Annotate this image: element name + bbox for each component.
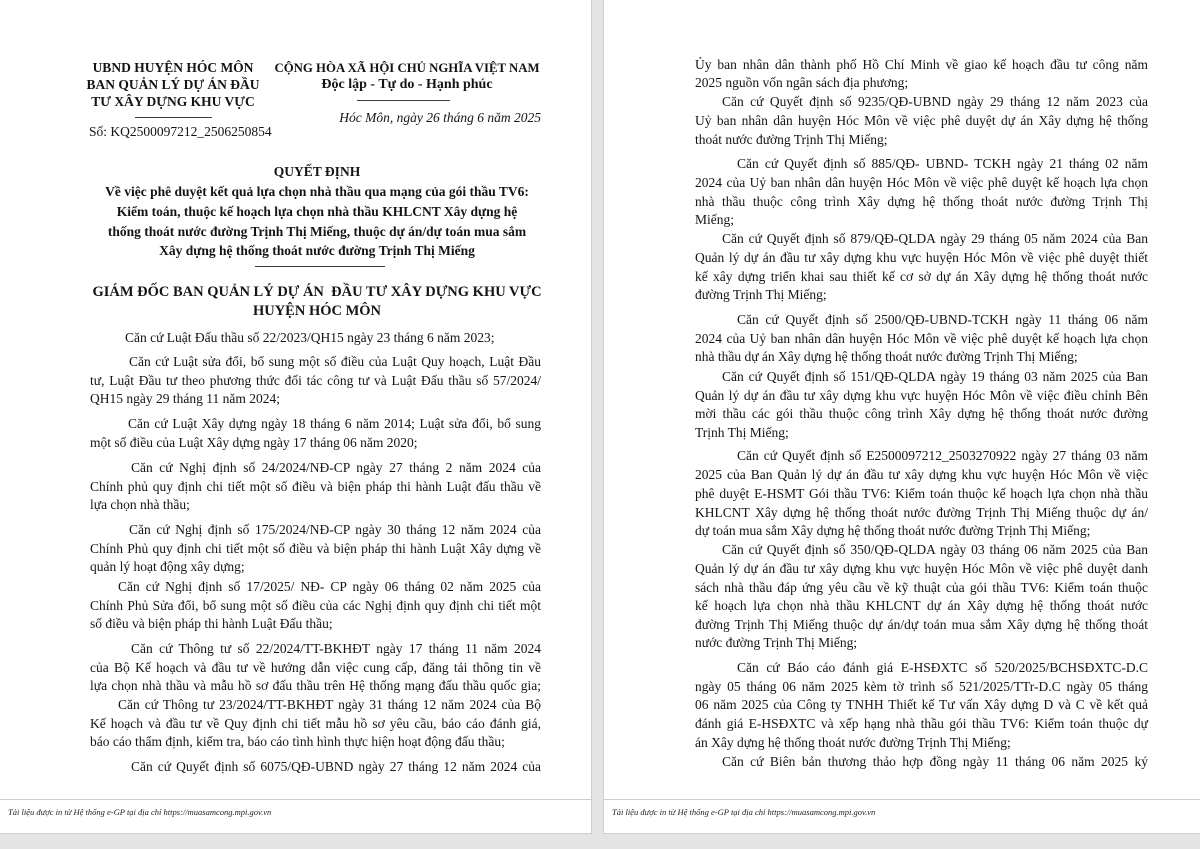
body-line: Căn cứ Biên bản thương thảo hợp đồng ngày 11 tháng 06 năm 2025 ký — [722, 754, 1148, 769]
body-line: tư, Luật Đầu tư theo phương thức đối tác công tư và Luật Đấu thầu số 57/2024/ — [90, 373, 541, 388]
body-line: Căn cứ Quyết định số E2500097212_2503270922 ngày 27 tháng 03 năm — [737, 448, 1148, 463]
body-line: Căn cứ Nghị định số 175/2024/NĐ-CP ngày 30 tháng 12 năm 2024 của — [129, 522, 541, 537]
page-1 — [0, 0, 591, 833]
body-line: KHLCNT Xây dựng hệ thống thoát nước đường Trịnh Thị Miếng thuộc dự án/ — [695, 505, 1148, 520]
body-line: nước đường Trịnh Thị Miếng; — [695, 635, 858, 650]
decision-subject-line: Về việc phê duyệt kết quả lựa chọn nhà thầu qua mạng của gói thầu TV6: — [105, 184, 529, 199]
page-2 — [604, 0, 1200, 833]
body-line: Trịnh Thị Miếng; — [695, 425, 789, 440]
body-line: 2025 của Ban Quản lý dự án đầu tư xây dựng khu vực huyện Hóc Môn về việc — [695, 467, 1148, 482]
body-line: của Bộ Kế hoạch và đầu tư về hướng dẫn việc cung cấp, đăng tải thông tin về — [90, 660, 541, 675]
decision-title: QUYẾT ĐỊNH — [273, 164, 361, 179]
body-line: Quản lý dự án đầu tư xây dựng khu vực huyện Hóc Môn về việc phê duyệt danh — [695, 561, 1148, 576]
body-line: Căn cứ Nghị định số 24/2024/NĐ-CP ngày 27 tháng 2 năm 2024 của — [131, 460, 541, 475]
place-date: Hóc Môn, ngày 26 tháng 6 năm 2025 — [339, 110, 541, 125]
body-line: đường Trịnh Thị Miếng thuộc dự án/dự toán mua sắm Xây dựng hệ thống thoát — [695, 617, 1148, 632]
body-line: Căn cứ Quyết định số 9235/QĐ-UBND ngày 29 tháng 12 năm 2023 của — [722, 94, 1148, 109]
body-line: Căn cứ Quyết định số 2500/QĐ-UBND-TCKH ngày 11 tháng 06 năm — [737, 312, 1148, 327]
body-line: kế hoạch lựa chọn nhà thầu KHLCNT dự án Xây dựng hệ thống thoát nước — [695, 598, 1148, 613]
body-line: Chính Phủ quy định chi tiết một số điều và biện pháp thi hành Luật Xây dựng về — [90, 541, 541, 556]
body-line: Căn cứ Thông tư 23/2024/TT-BKHĐT ngày 31 tháng 12 năm 2024 của Bộ — [118, 697, 541, 712]
body-line: sách nhà thầu đáp ứng yêu cầu về kỹ thuật của gói thầu TV6: Kiểm toán thuộc — [695, 580, 1148, 595]
body-line: đánh giá E-HSĐXTC và xếp hạng nhà thầu gói thầu TV6: Kiểm toán thuộc dự — [695, 716, 1148, 731]
body-line: Chính phủ quy định chi tiết một số điều và biện pháp thi hành Luật đấu thầu về — [90, 479, 541, 494]
body-line: 2024 của Uỷ ban nhân dân huyện Hóc Môn về việc phê duyệt kế hoạch lựa chọn — [695, 331, 1148, 346]
decision-subject-line: Kiểm toán, thuộc kế hoạch lựa chọn nhà thầu KHLCNT Xây dựng hệ — [116, 204, 518, 219]
body-line: kế xây dựng triển khai sau thiết kế cơ sở dự án Xây dựng hệ thống thoát nước — [695, 269, 1148, 284]
body-line: Chính Phủ Sửa đổi, bổ sung một số điều của các Nghị định quy định chi tiết một — [90, 598, 541, 613]
body-line: Căn cứ Quyết định số 6075/QĐ-UBND ngày 27 tháng 12 năm 2024 của — [131, 759, 541, 774]
body-line: QH15 ngày 29 tháng 11 năm 2024; — [90, 391, 280, 406]
body-line: Căn cứ Nghị định số 17/2025/ NĐ- CP ngày 06 tháng 02 năm 2025 của — [118, 579, 541, 594]
document-number: Số: KQ2500097212_2506250854 — [89, 124, 272, 139]
print-note-footer: Tài liệu được in từ Hệ thống e-GP tại địa chỉ https://muasamcong.mpi.gov.vn — [8, 807, 272, 817]
body-line: Quản lý dự án đầu tư xây dựng khu vực huyện Hóc Môn về việc điều chỉnh Bên — [695, 388, 1148, 403]
body-line: Căn cứ Quyết định số 151/QĐ-QLDA ngày 19 tháng 03 năm 2025 của Ban — [722, 369, 1148, 384]
body-line: số điều và biện pháp thi hành Luật Đấu thầu; — [90, 616, 333, 631]
body-line: Căn cứ Báo cáo đánh giá E-HSĐXTC số 520/2025/BCHSĐXTC-D.C — [737, 660, 1148, 675]
body-line: lựa chọn nhà thầu và mẫu hồ sơ đấu thầu trên Hệ thống mạng đấu thầu quốc gia; — [90, 678, 541, 693]
body-line: lựa chọn nhà thầu; — [90, 497, 190, 512]
agency-name-line: TƯ XÂY DỰNG KHU VỰC — [91, 94, 255, 109]
body-line: 2025 nguồn vốn ngân sách địa phương; — [695, 75, 909, 90]
body-line: Căn cứ Quyết định số 350/QĐ-QLDA ngày 03 tháng 06 năm 2025 của Ban — [722, 542, 1148, 557]
agency-underline — [135, 117, 212, 118]
body-line: thoát nước đường Trịnh Thị Miếng; — [695, 132, 888, 147]
body-line: Căn cứ Luật Xây dựng ngày 18 tháng 6 năm 2014; Luật sửa đổi, bổ sung — [128, 416, 541, 431]
motto: Độc lập - Tự do - Hạnh phúc — [321, 77, 493, 92]
body-line: ngày 05 tháng 06 năm 2025 kèm tờ trình số 521/2025/TTr-D.C ngày 05 tháng — [695, 679, 1148, 694]
body-line: 06 năm 2025 của Công ty TNHH Thiết kế Tư vấn Xây dựng D và C về kết quả — [695, 697, 1148, 712]
body-line: Căn cứ Quyết định số 879/QĐ-QLDA ngày 29 tháng 05 năm 2024 của Ban — [722, 231, 1148, 246]
body-line: quản lý hoạt động xây dựng; — [90, 559, 245, 574]
footer-separator — [0, 799, 591, 800]
agency-name-line: BAN QUẢN LÝ DỰ ÁN ĐẦU — [86, 77, 260, 92]
body-line: một số điều của Luật Xây dựng ngày 17 tháng 06 năm 2020; — [90, 435, 418, 450]
body-line: nhà thầu dự án Xây dựng hệ thống thoát nước đường Trịnh Thị Miếng; — [695, 349, 1078, 364]
agency-name-line: UBND HUYỆN HÓC MÔN — [92, 60, 254, 75]
body-line: Ủy ban nhân dân thành phố Hồ Chí Minh về giao kế hoạch đầu tư công năm — [695, 57, 1148, 72]
national-title: CỘNG HÒA XÃ HỘI CHỦ NGHĨA VIỆT NAM — [274, 61, 540, 75]
title-underline — [255, 266, 385, 267]
body-line: Căn cứ Luật sửa đổi, bổ sung một số điều của Luật Quy hoạch, Luật Đầu — [129, 354, 541, 369]
body-line: Miếng; — [695, 212, 734, 227]
decision-subject-line: thống thoát nước đường Trịnh Thị Miếng, thuộc dự án/dự toán mua sắm — [107, 224, 527, 239]
body-line: Căn cứ Thông tư số 22/2024/TT-BKHĐT ngày 17 tháng 11 năm 2024 — [131, 641, 541, 656]
issuing-authority-line: GIÁM ĐỐC BAN QUẢN LÝ DỰ ÁN ĐẦU TƯ XÂY DỰNG KHU VỰC — [92, 284, 542, 300]
issuing-authority-line: HUYỆN HÓC MÔN — [252, 303, 382, 319]
body-line: dự toán mua sắm Xây dựng hệ thống thoát nước đường Trịnh Thị Miếng; — [695, 523, 1091, 538]
decision-subject-line: Xây dựng hệ thống thoát nước đường Trịnh Thị Miếng — [159, 243, 475, 258]
body-line: án Xây dựng hệ thống thoát nước đường Trịnh Thị Miếng; — [695, 735, 1011, 750]
body-line: 2024 của Uỷ ban nhân dân huyện Hóc Môn về việc phê duyệt kế hoạch lựa chọn — [695, 175, 1148, 190]
footer-separator — [604, 799, 1200, 800]
motto-underline — [357, 100, 450, 101]
body-line: mời thầu các gói thầu thuộc công trình Xây dựng hệ thống thoát nước đường — [695, 406, 1148, 421]
body-line: Kế hoạch và đầu tư về Quy định chi tiết mẫu hồ sơ yêu cầu, báo cáo đánh giá, — [90, 716, 541, 731]
body-line: Uỷ ban nhân dân huyện Hóc Môn về việc phê duyệt dự án Xây dựng hệ thống — [695, 113, 1148, 128]
body-line: Căn cứ Luật Đấu thầu số 22/2023/QH15 ngày 23 tháng 6 năm 2023; — [125, 330, 495, 345]
print-note-footer: Tài liệu được in từ Hệ thống e-GP tại địa chỉ https://muasamcong.mpi.gov.vn — [612, 807, 876, 817]
body-line: Quản lý dự án đầu tư xây dựng khu vực huyện Hóc Môn về việc phê duyệt thiết — [695, 250, 1148, 265]
body-line: Căn cứ Quyết định số 885/QĐ- UBND- TCKH ngày 21 tháng 02 năm — [737, 156, 1148, 171]
body-line: nhà thầu thuộc công trình Xây dựng hệ thống thoát nước đường Trịnh Thị — [695, 194, 1148, 209]
body-line: đường Trịnh Thị Miếng; — [695, 287, 827, 302]
body-line: phê duyệt E-HSMT Gói thầu TV6: Kiểm toán thuộc kế hoạch lựa chọn nhà thầu — [695, 486, 1148, 501]
body-line: báo cáo thẩm định, kiểm tra, báo cáo tình hình thực hiện hoạt động đấu thầu; — [90, 734, 505, 749]
